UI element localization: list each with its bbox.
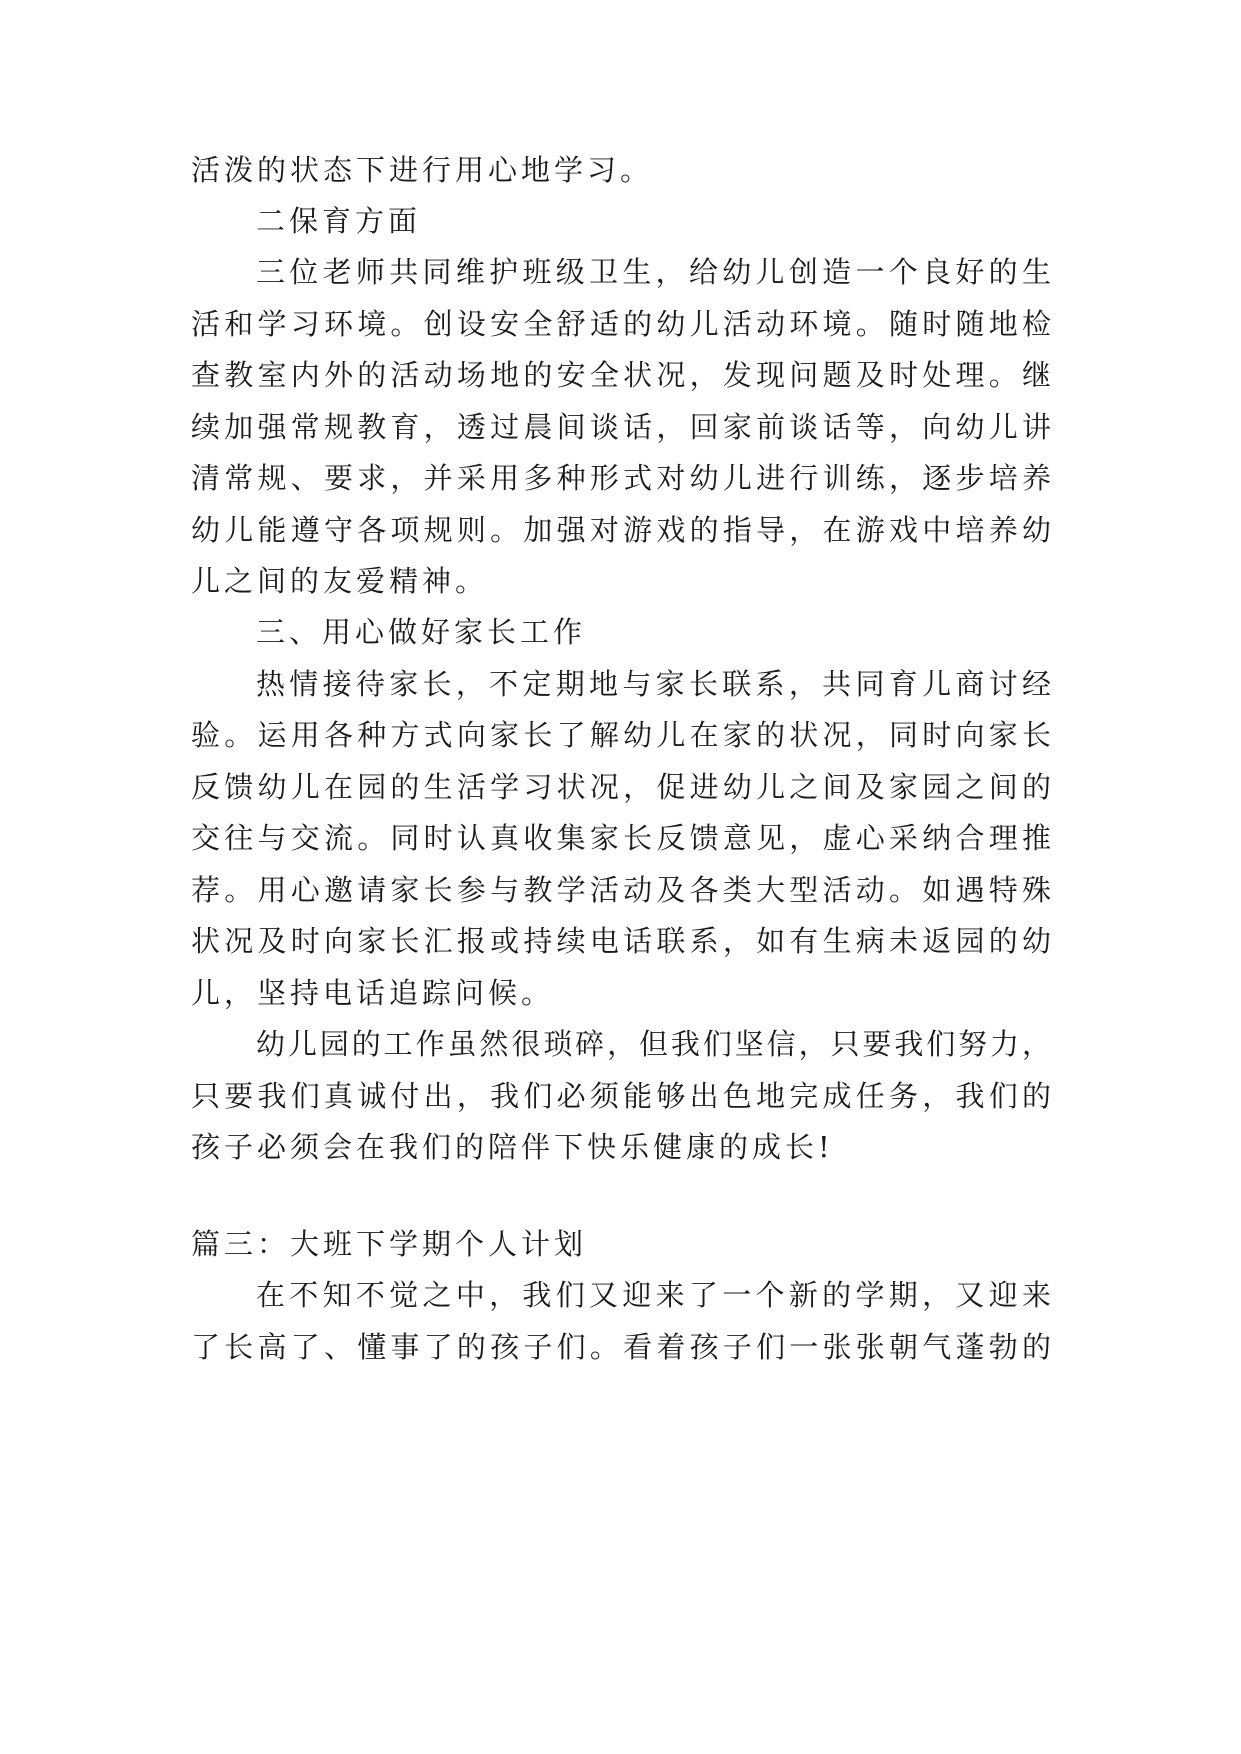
article-heading: 篇三：大班下学期个人计划 xyxy=(191,1227,588,1261)
paragraph-line: 在不知不觉之中，我们又迎来了一个新的学期，又迎来 xyxy=(256,1278,1051,1312)
paragraph-line: 状况及时向家长汇报或持续电话联系，如有生病未返园的幼 xyxy=(191,924,1051,958)
paragraph-line: 幼儿能遵守各项规则。加强对游戏的指导，在游戏中培养幼 xyxy=(191,513,1051,547)
paragraph-line: 幼儿园的工作虽然很琐碎，但我们坚信，只要我们努力， xyxy=(256,1027,1051,1061)
section-heading: 三、用心做好家长工作 xyxy=(256,615,587,649)
section-heading: 二保育方面 xyxy=(256,204,422,238)
paragraph-line: 清常规、要求，并采用多种形式对幼儿进行训练，逐步培养 xyxy=(191,461,1051,495)
paragraph-line: 三位老师共同维护班级卫生，给幼儿创造一个良好的生 xyxy=(256,255,1051,289)
paragraph-line: 儿之间的友爱精神。 xyxy=(191,564,489,598)
paragraph-line: 反馈幼儿在园的生活学习状况，促进幼儿之间及家园之间的 xyxy=(191,770,1051,804)
paragraph-line: 交往与交流。同时认真收集家长反馈意见，虚心采纳合理推 xyxy=(191,821,1051,855)
paragraph-line: 热情接待家长，不定期地与家长联系，共同育儿商讨经 xyxy=(256,667,1051,701)
paragraph-line: 孩子必须会在我们的陪伴下快乐健康的成长! xyxy=(191,1130,834,1164)
paragraph-line: 活泼的状态下进行用心地学习。 xyxy=(191,153,654,187)
paragraph-line: 续加强常规教育，透过晨间谈话，回家前谈话等，向幼儿讲 xyxy=(191,410,1051,444)
paragraph-line: 只要我们真诚付出，我们必须能够出色地完成任务，我们的 xyxy=(191,1079,1051,1113)
paragraph-line: 验。运用各种方式向家长了解幼儿在家的状况，同时向家长 xyxy=(191,718,1051,752)
paragraph-line: 查教室内外的活动场地的安全状况，发现问题及时处理。继 xyxy=(191,358,1051,392)
paragraph-line: 儿，坚持电话追踪问候。 xyxy=(191,976,555,1010)
paragraph-line: 荐。用心邀请家长参与教学活动及各类大型活动。如遇特殊 xyxy=(191,873,1051,907)
paragraph-line: 了长高了、懂事了的孩子们。看着孩子们一张张朝气蓬勃的 xyxy=(191,1330,1051,1364)
paragraph-line: 活和学习环境。创设安全舒适的幼儿活动环境。随时随地检 xyxy=(191,307,1051,341)
